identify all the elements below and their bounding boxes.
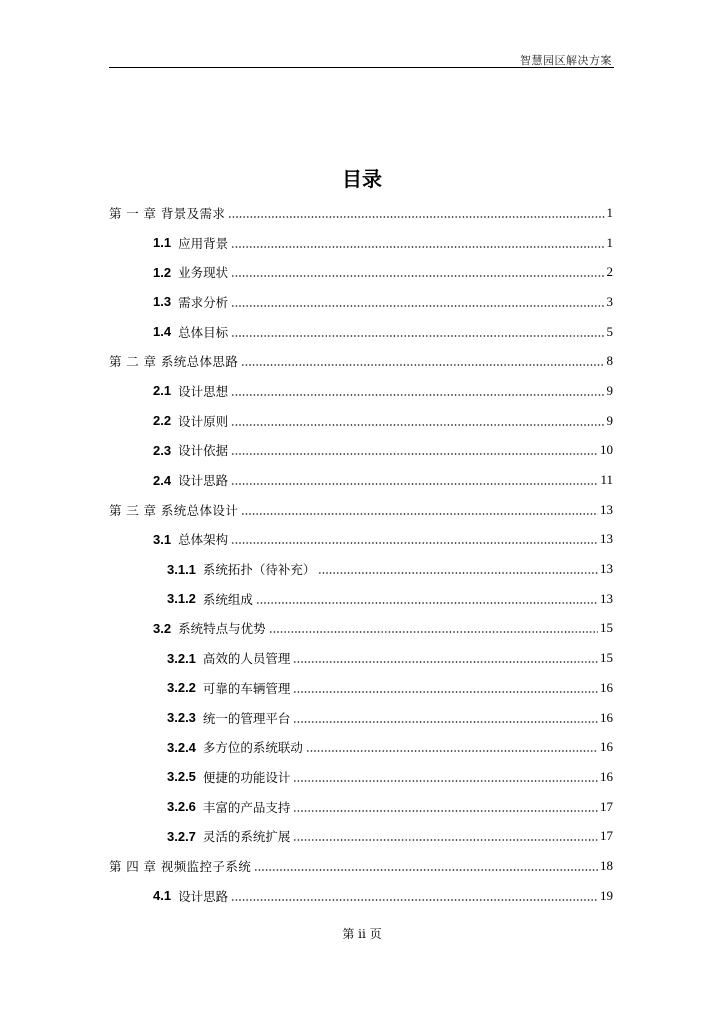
toc-page-number: 8 bbox=[606, 353, 613, 369]
toc-entry-number: 3.2.5 bbox=[167, 769, 196, 785]
toc-page-number: 17 bbox=[600, 798, 613, 814]
toc-entry-label: 设计依据 bbox=[178, 443, 229, 459]
toc-entry-label: 系统组成 bbox=[202, 591, 253, 607]
toc-entry-label: 设计思想 bbox=[178, 383, 229, 399]
toc-entry-label: 设计原则 bbox=[178, 413, 229, 429]
toc-entry[interactable] bbox=[109, 673, 613, 703]
toc-dot-leader bbox=[231, 453, 598, 455]
toc-entry-number: 3.1.2 bbox=[167, 591, 196, 607]
toc-dot-leader bbox=[256, 602, 598, 604]
toc-entry-number: 3.2.3 bbox=[167, 710, 196, 726]
toc-entry-number: 3.2.1 bbox=[167, 650, 196, 666]
toc-entry[interactable] bbox=[109, 703, 613, 733]
toc-dot-leader bbox=[241, 364, 604, 366]
toc-entry-label: 总体目标 bbox=[178, 324, 229, 340]
toc-page-number: 19 bbox=[600, 887, 613, 903]
toc-page-number: 13 bbox=[600, 531, 613, 547]
toc-dot-leader bbox=[293, 810, 598, 812]
toc-dot-leader bbox=[231, 542, 598, 544]
toc-dot-leader bbox=[306, 750, 598, 752]
toc-entry-number: 3.1 bbox=[153, 531, 172, 547]
toc-dot-leader bbox=[231, 899, 598, 901]
toc-page-number: 16 bbox=[600, 739, 613, 755]
toc-page-number: 16 bbox=[600, 709, 613, 725]
toc-entry-label: 设计思路 bbox=[178, 473, 229, 489]
toc-entry[interactable] bbox=[109, 614, 613, 644]
toc-dot-leader bbox=[231, 246, 604, 248]
toc-chapter-entry[interactable] bbox=[109, 495, 613, 525]
toc-entry-label: 第 三 章 系统总体设计 bbox=[109, 502, 239, 518]
toc-entry-label: 系统特点与优势 bbox=[178, 621, 266, 637]
toc-entry-number: 1.3 bbox=[153, 294, 172, 310]
toc-dot-leader bbox=[231, 483, 598, 485]
toc-entry[interactable] bbox=[109, 525, 613, 555]
toc-dot-leader bbox=[231, 305, 604, 307]
toc-entry-number: 1.4 bbox=[153, 324, 172, 340]
toc-dot-leader bbox=[241, 513, 598, 515]
toc-dot-leader bbox=[231, 335, 604, 337]
toc-page-number: 18 bbox=[600, 857, 613, 873]
page-footer: 第 ii 页 bbox=[342, 927, 382, 941]
toc-dot-leader bbox=[293, 691, 598, 693]
toc-entry[interactable] bbox=[109, 465, 613, 495]
toc-dot-leader bbox=[293, 839, 598, 841]
toc-page-number: 1 bbox=[606, 204, 613, 220]
toc-entry-number: 3.2.4 bbox=[167, 739, 196, 755]
toc-entry[interactable] bbox=[109, 643, 613, 673]
toc-entry[interactable] bbox=[109, 554, 613, 584]
toc-entry[interactable] bbox=[109, 376, 613, 406]
toc-chapter-entry[interactable] bbox=[109, 346, 613, 376]
toc-page-number: 13 bbox=[600, 501, 613, 517]
toc-entry-number: 1.2 bbox=[153, 264, 172, 280]
toc-entry-number: 3.2 bbox=[153, 620, 172, 636]
header-rule bbox=[109, 67, 614, 68]
toc-chapter-entry[interactable] bbox=[109, 851, 613, 881]
toc-entry-number: 3.1.1 bbox=[167, 561, 196, 577]
toc-entry-label: 应用背景 bbox=[178, 235, 229, 251]
toc-entry-label: 需求分析 bbox=[178, 294, 229, 310]
toc-entry-label: 业务现状 bbox=[178, 265, 229, 281]
toc-page-number: 13 bbox=[600, 590, 613, 606]
toc-entry-label: 统一的管理平台 bbox=[202, 710, 291, 726]
toc-page-number: 15 bbox=[600, 650, 613, 666]
toc-entry-label: 丰富的产品支持 bbox=[202, 799, 291, 815]
toc-entry[interactable] bbox=[109, 317, 613, 347]
toc-page-number: 11 bbox=[600, 472, 613, 488]
toc-entry-label: 第 四 章 视频监控子系统 bbox=[109, 858, 252, 874]
toc-entry-number: 4.1 bbox=[153, 888, 172, 904]
toc-dot-leader bbox=[293, 721, 598, 723]
toc-dot-leader bbox=[228, 216, 604, 218]
toc-entry-number: 3.2.6 bbox=[167, 799, 196, 815]
toc-entry-number: 2.4 bbox=[153, 472, 172, 488]
toc-dot-leader bbox=[231, 275, 604, 277]
toc-page-number: 10 bbox=[600, 442, 613, 458]
toc-entry-number: 3.2.2 bbox=[167, 680, 196, 696]
toc-page-number: 3 bbox=[606, 293, 613, 309]
toc-entry-label: 可靠的车辆管理 bbox=[202, 680, 291, 696]
toc-entry-label: 第 一 章 背景及需求 bbox=[109, 205, 226, 221]
toc-entry-label: 总体架构 bbox=[178, 532, 229, 548]
table-of-contents bbox=[109, 198, 613, 911]
toc-entry[interactable] bbox=[109, 732, 613, 762]
toc-entry-label: 第 二 章 系统总体思路 bbox=[109, 354, 239, 370]
toc-page-number: 2 bbox=[606, 264, 613, 280]
toc-entry[interactable] bbox=[109, 792, 613, 822]
toc-dot-leader bbox=[293, 780, 598, 782]
toc-entry[interactable] bbox=[109, 257, 613, 287]
toc-title: 目录 bbox=[342, 167, 382, 191]
toc-chapter-entry[interactable] bbox=[109, 198, 613, 228]
toc-dot-leader bbox=[318, 572, 598, 574]
running-header: 智慧园区解决方案 bbox=[520, 54, 612, 67]
toc-page-number: 15 bbox=[600, 620, 613, 636]
toc-entry[interactable] bbox=[109, 436, 613, 466]
toc-page-number: 17 bbox=[600, 828, 613, 844]
toc-entry[interactable] bbox=[109, 881, 613, 911]
toc-page-number: 1 bbox=[606, 234, 613, 250]
toc-dot-leader bbox=[293, 661, 598, 663]
toc-entry-number: 2.1 bbox=[153, 383, 172, 399]
toc-page-number: 16 bbox=[600, 768, 613, 784]
toc-entry-label: 灵活的系统扩展 bbox=[202, 829, 291, 845]
toc-dot-leader bbox=[231, 394, 604, 396]
toc-page-number: 16 bbox=[600, 679, 613, 695]
toc-entry[interactable] bbox=[109, 762, 613, 792]
toc-dot-leader bbox=[231, 424, 604, 426]
toc-entry[interactable] bbox=[109, 287, 613, 317]
toc-entry-number: 3.2.7 bbox=[167, 828, 196, 844]
toc-page-number: 5 bbox=[606, 323, 613, 339]
toc-entry-number: 2.3 bbox=[153, 442, 172, 458]
toc-entry-label: 系统拓扑（待补充） bbox=[202, 562, 316, 578]
toc-entry-number: 1.1 bbox=[153, 235, 172, 251]
toc-entry-number: 2.2 bbox=[153, 413, 172, 429]
toc-dot-leader bbox=[269, 631, 598, 633]
toc-page-number: 9 bbox=[606, 382, 613, 398]
toc-dot-leader bbox=[254, 869, 598, 871]
toc-page-number: 13 bbox=[600, 561, 613, 577]
toc-entry-label: 多方位的系统联动 bbox=[202, 740, 303, 756]
toc-entry[interactable] bbox=[109, 821, 613, 851]
toc-entry[interactable] bbox=[109, 584, 613, 614]
toc-entry-label: 高效的人员管理 bbox=[202, 651, 291, 667]
toc-entry[interactable] bbox=[109, 228, 613, 258]
toc-entry[interactable] bbox=[109, 406, 613, 436]
toc-page-number: 9 bbox=[606, 412, 613, 428]
toc-entry-label: 设计思路 bbox=[178, 888, 229, 904]
toc-entry-label: 便捷的功能设计 bbox=[202, 769, 291, 785]
